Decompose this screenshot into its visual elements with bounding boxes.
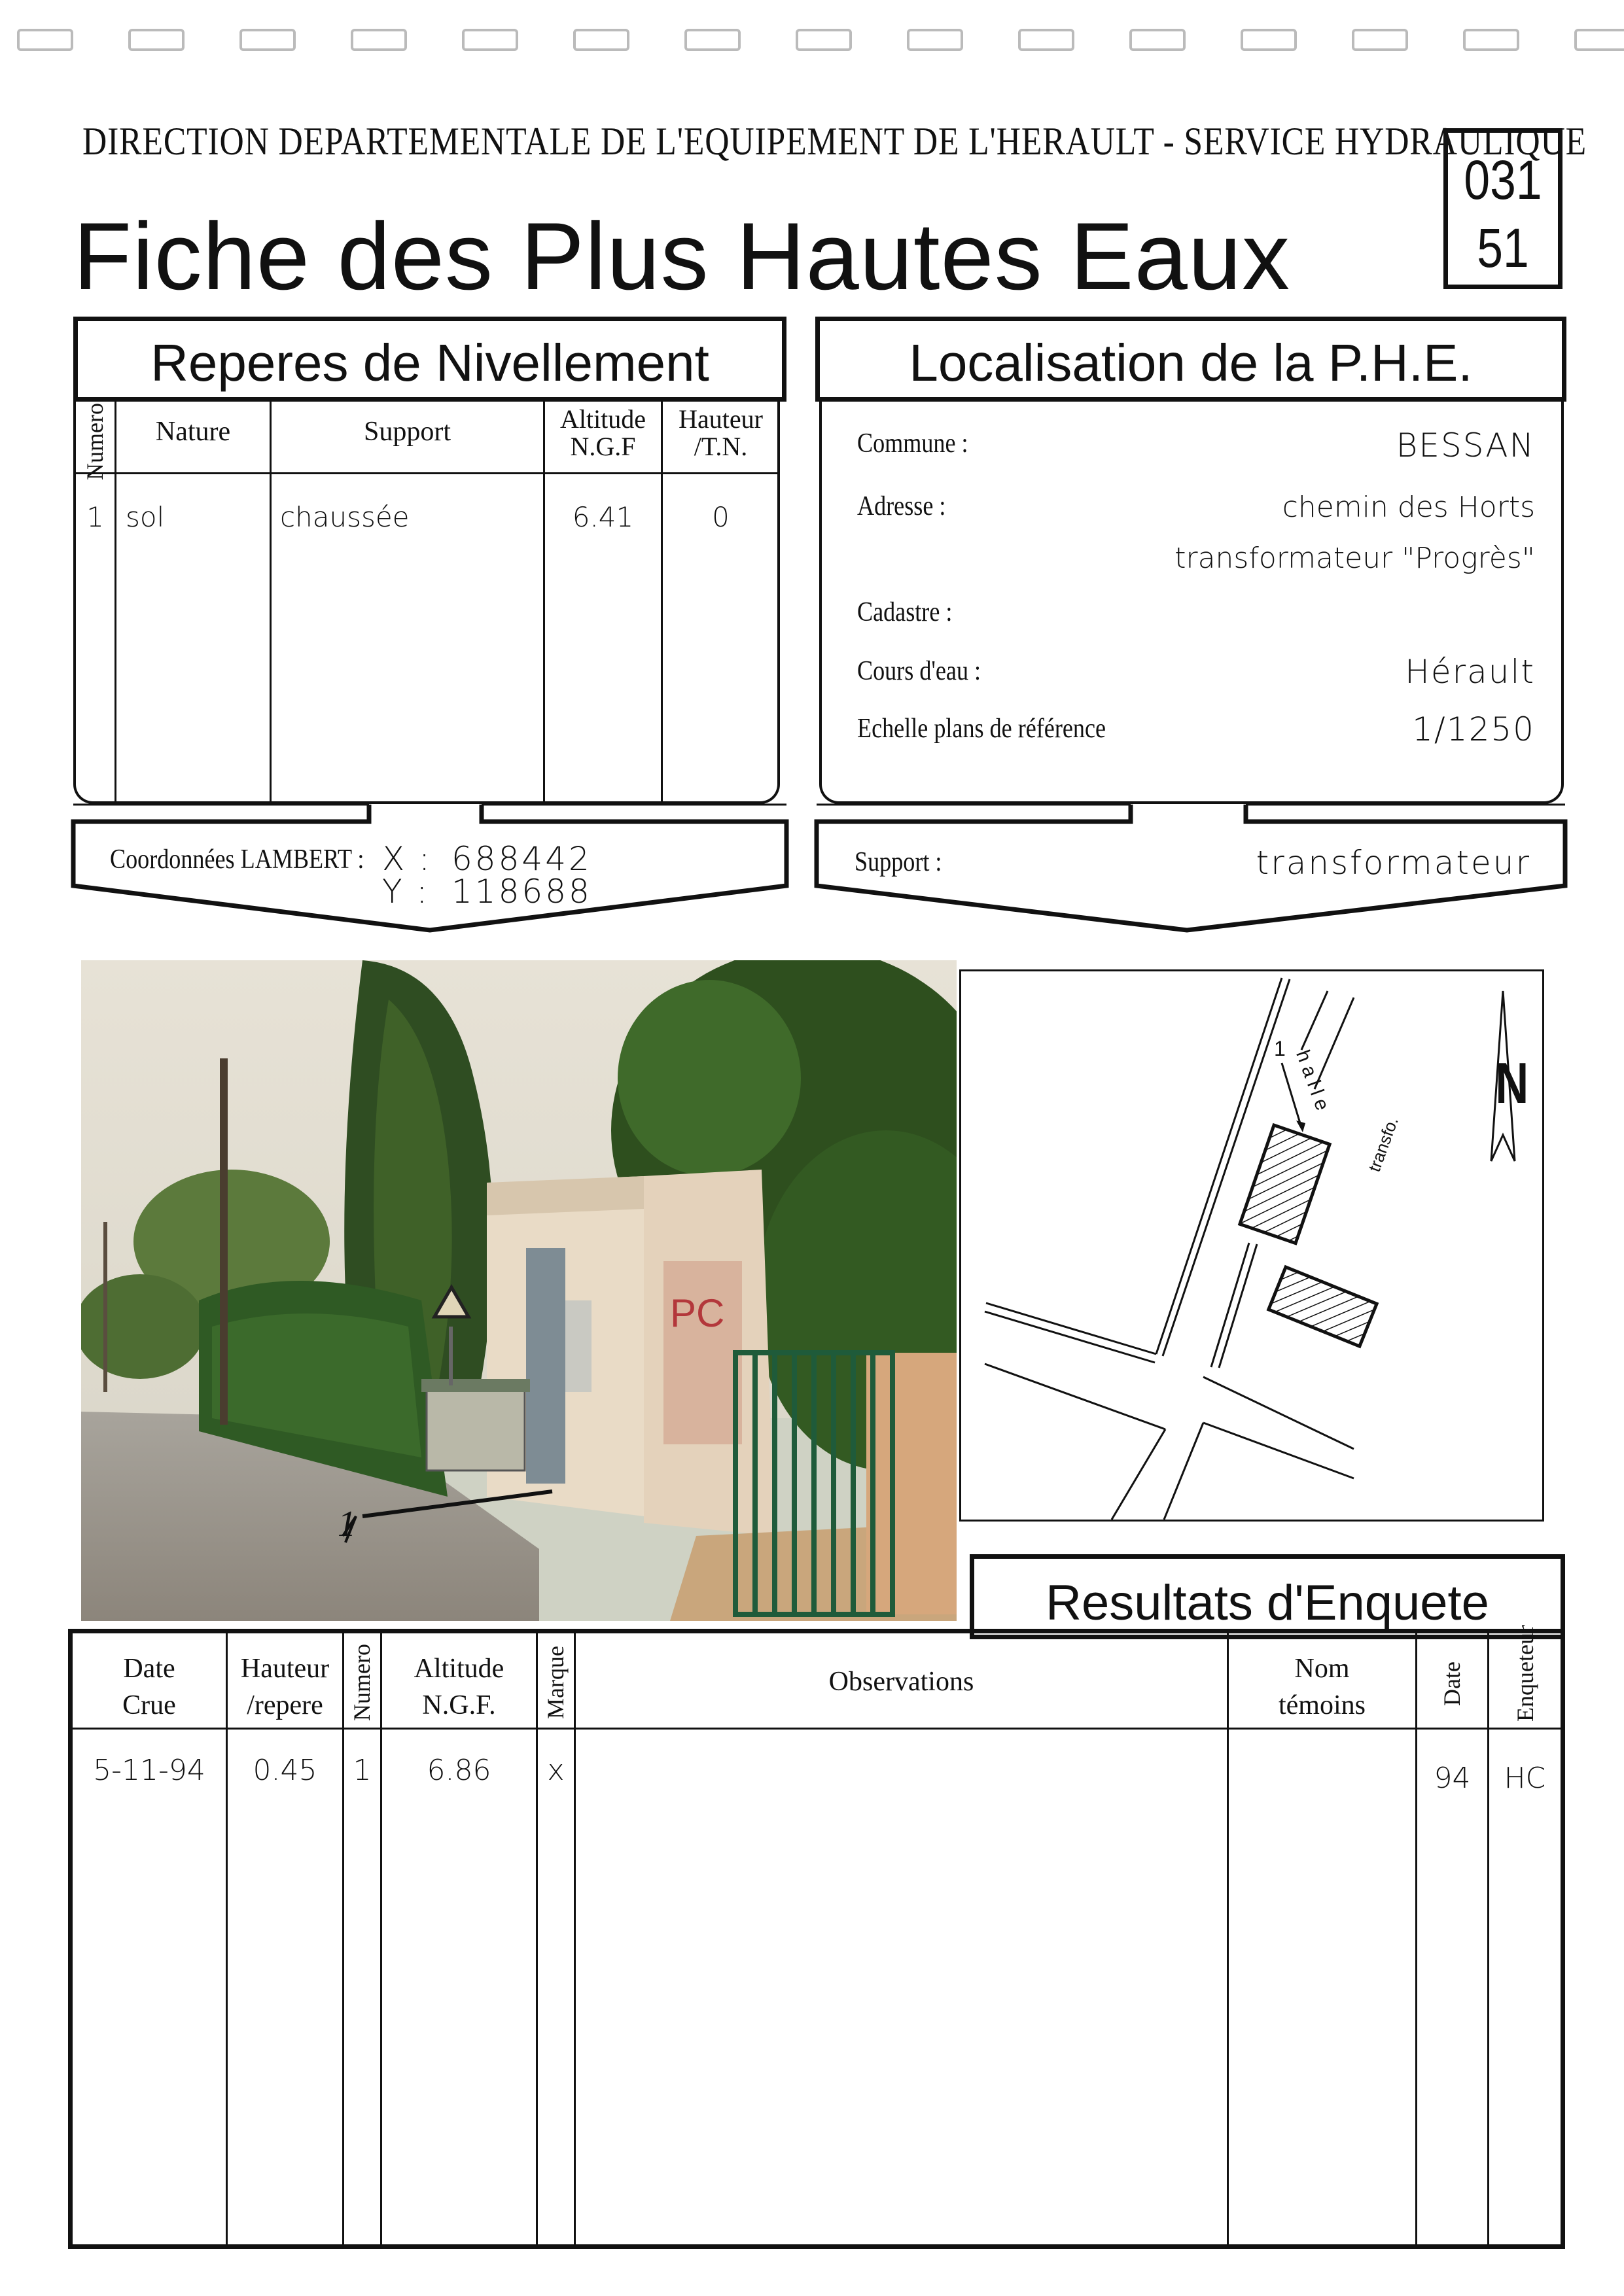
cell-enqueteur: HC — [1504, 1762, 1546, 1795]
cell-numero: 1 — [353, 1754, 372, 1787]
page-title: Fiche des Plus Hautes Eaux — [73, 203, 1291, 309]
col-header-date: Date — [1439, 1661, 1465, 1706]
reperes-title-box — [73, 317, 786, 402]
binding-hole — [1018, 29, 1074, 51]
col-header-numero: Numero — [349, 1644, 375, 1721]
cell-altitude: 6.41 — [572, 501, 634, 533]
cours-eau-value: Hérault — [1405, 653, 1535, 691]
localisation-title: Localisation de la P.H.E. — [909, 334, 1473, 392]
cell-altitude: 6.86 — [427, 1754, 491, 1787]
cours-eau-label: Cours d'eau : — [857, 656, 981, 686]
building-label: transfo. — [1364, 1114, 1402, 1175]
binding-hole — [684, 29, 741, 51]
lambert-label: Coordonnées LAMBERT : — [110, 844, 364, 875]
coord-y-label: Y : — [382, 873, 430, 911]
resultats-table — [68, 1625, 1565, 2249]
agency-header: DIRECTION DEPARTEMENTALE DE L'EQUIPEMENT DE L'HERAULT - SERVICE HYDRAULIQUE — [82, 120, 1587, 163]
map-marker-label: 1 — [1274, 1037, 1286, 1060]
cell-marque: x — [547, 1754, 565, 1787]
cell-hauteur: 0.45 — [253, 1754, 317, 1787]
echelle-value: 1/1250 — [1412, 710, 1535, 748]
col-header-nom-temoins: Nom témoins — [1279, 1654, 1366, 1720]
localisation-title-box — [815, 317, 1566, 402]
cell-nature: sol — [126, 501, 165, 533]
coord-x-label: X : — [382, 840, 432, 878]
col-header-altitude: Altitude N.G.F — [559, 404, 646, 461]
support-label: Support : — [855, 847, 942, 877]
cell-support: chaussée — [280, 501, 410, 533]
binding-hole — [1129, 29, 1186, 51]
localisation-panel — [819, 402, 1564, 804]
adresse-line1: chemin des Horts — [1282, 491, 1535, 524]
north-label: N — [1495, 1051, 1529, 1115]
adresse-line2: transformateur "Progrès" — [1174, 542, 1535, 575]
binding-hole — [573, 29, 629, 51]
commune-label: Commune : — [857, 428, 968, 459]
reperes-title: Reperes de Nivellement — [150, 334, 709, 392]
street-label: halle — [1291, 1047, 1335, 1119]
col-header-date-crue: Date Crue — [122, 1654, 176, 1720]
col-header-hauteur: Hauteur /T.N. — [679, 404, 763, 461]
binding-hole — [1574, 29, 1624, 51]
cell-numero: 1 — [86, 501, 104, 533]
col-header-hauteur: Hauteur /repere — [240, 1654, 330, 1720]
binding-hole — [239, 29, 296, 51]
binding-hole — [17, 29, 73, 51]
site-plan — [959, 969, 1544, 1522]
binding-hole — [796, 29, 852, 51]
reference-number-bottom: 51 — [1477, 217, 1529, 279]
binding-hole — [1352, 29, 1408, 51]
site-photo — [81, 960, 957, 1621]
coord-x-value: 688442 — [451, 840, 592, 878]
binding-hole — [351, 29, 407, 51]
binding-hole — [462, 29, 518, 51]
reference-number-top: 031 — [1464, 149, 1542, 211]
resultats-title: Resultats d'Enquete — [1046, 1575, 1489, 1631]
adresse-label: Adresse : — [857, 491, 946, 521]
cell-hauteur: 0 — [712, 501, 730, 533]
reperes-table — [73, 402, 780, 804]
svg-text:PC: PC — [670, 1291, 725, 1335]
cadastre-label: Cadastre : — [857, 597, 953, 627]
support-value: transformateur — [1256, 844, 1531, 882]
photo-marker-label: 1 — [338, 1504, 356, 1544]
cell-date-crue: 5-11-94 — [93, 1754, 205, 1787]
col-header-nature: Nature — [155, 417, 231, 447]
binding-hole — [907, 29, 963, 51]
binding-hole — [1463, 29, 1519, 51]
echelle-label: Echelle plans de référence — [857, 714, 1106, 744]
binding-hole — [1241, 29, 1297, 51]
reference-box — [1443, 128, 1562, 289]
cell-date: 94 — [1434, 1762, 1471, 1795]
col-header-marque: Marque — [542, 1646, 569, 1719]
col-header-altitude: Altitude N.G.F. — [414, 1654, 504, 1720]
binding-hole — [128, 29, 185, 51]
col-header-enqueteur: Enqueteur — [1512, 1625, 1538, 1722]
resultats-title-box — [970, 1554, 1565, 1639]
col-header-numero: Numero — [82, 403, 108, 480]
commune-value: BESSAN — [1396, 426, 1535, 464]
col-header-support: Support — [363, 417, 451, 447]
coord-y-value: 118688 — [451, 873, 592, 911]
col-header-observations: Observations — [828, 1667, 974, 1697]
